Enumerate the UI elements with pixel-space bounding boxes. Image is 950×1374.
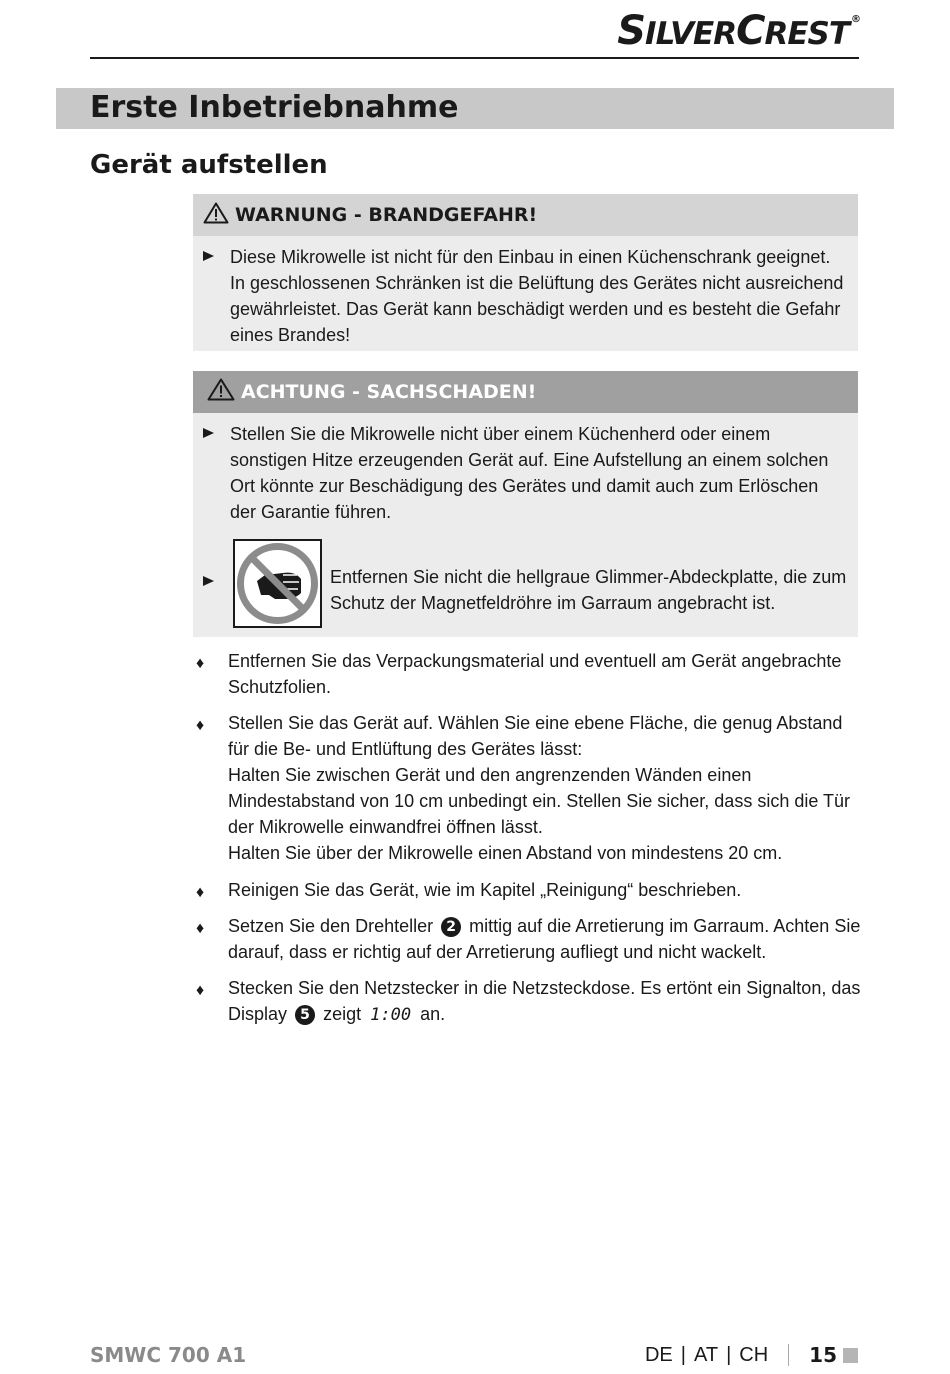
model-name: SMWC 700 A1	[90, 1343, 247, 1367]
list-item	[194, 710, 864, 866]
brand-letter: C	[736, 8, 765, 54]
diamond-bullet-icon: ♦	[196, 717, 205, 734]
footer-divider	[788, 1344, 789, 1366]
sub-title: Gerät aufstellen	[90, 150, 328, 180]
caution-box	[193, 371, 858, 637]
no-touch-hand-icon	[233, 539, 322, 628]
country-code: DE	[644, 1343, 673, 1366]
list-item	[194, 877, 864, 903]
diamond-bullet-icon: ♦	[196, 884, 205, 901]
warning-heading	[193, 194, 858, 236]
header-rule	[90, 57, 859, 59]
list-item-line: Stellen Sie das Gerät auf. Wählen Sie eine ebene Fläche, die genug Abstand für die Be- und Entlüftung des Gerätes lässt:	[228, 713, 843, 759]
text-segment: Stecken Sie den Netzstecker in die Netzsteckdose. Es ertönt ein Signalton, das Display	[228, 978, 861, 1024]
list-item	[194, 975, 864, 1028]
separator: |	[680, 1343, 686, 1366]
list-item-text: Entfernen Sie das Verpackungsmaterial und eventuell am Gerät angebrachte Schutzfolien.	[228, 651, 842, 697]
list-item-line: Halten Sie zwischen Gerät und den angrenzenden Wänden einen Mindestabstand von 10 cm unbedingt ein. Stellen Sie sicher, dass sich die Tür der Mikrowelle einwandfrei öffnen lässt.	[228, 765, 851, 837]
list-item	[194, 913, 864, 965]
warning-triangle-icon	[203, 202, 229, 229]
text-segment: Setzen Sie den Drehteller	[228, 916, 434, 936]
warning-item	[203, 244, 848, 348]
list-item-text	[228, 975, 864, 1028]
diamond-bullet-icon: ♦	[196, 920, 205, 937]
diamond-bullet-icon: ♦	[196, 655, 205, 672]
caution-item-2-arrow	[203, 569, 223, 583]
brand-letter: S	[617, 8, 646, 54]
brand-logo	[617, 8, 858, 54]
arrow-bullet-icon	[203, 576, 214, 586]
warning-heading-text: WARNUNG - BRANDGEFAHR!	[235, 204, 538, 226]
warning-box	[193, 194, 858, 351]
caution-heading	[193, 371, 858, 413]
caution-item	[203, 421, 848, 525]
arrow-bullet-icon	[203, 251, 214, 261]
country-code: AT	[693, 1343, 719, 1366]
caution-heading-text: ACHTUNG - SACHSCHADEN!	[241, 381, 537, 403]
list-item-text	[228, 710, 864, 866]
brand-text: ILVER	[645, 16, 737, 52]
brand-registered-mark: ®	[851, 14, 860, 25]
brand-text: REST	[764, 16, 849, 52]
list-item-text	[228, 913, 864, 965]
text-segment: zeigt	[323, 1004, 362, 1024]
country-code: CH	[739, 1343, 769, 1366]
footer-right	[645, 1343, 858, 1367]
list-item	[194, 648, 864, 700]
list-item-text: Reinigen Sie das Gerät, wie im Kapitel „Reinigung“ beschrieben.	[228, 880, 742, 900]
display-readout: 1:00	[370, 1005, 412, 1025]
warning-text: Diese Mikrowelle ist nicht für den Einbau in einen Küchenschrank geeignet. In geschlossenen Schränken ist die Belüftung des Gerätes nicht ausreichend gewährleistet. Das Gerät kann beschädigt werden und es besteht die Gefahr eines Brandes!	[230, 247, 844, 345]
text-segment: mittig auf die Arretierung im Garraum. Achten Sie darauf, dass er richtig auf der Arretierung aufliegt und nicht wackelt.	[228, 916, 861, 962]
warning-triangle-icon	[207, 378, 235, 406]
section-title: Erste Inbetriebnahme	[90, 90, 459, 125]
page-number: 15	[809, 1343, 837, 1367]
diamond-bullet-icon: ♦	[196, 982, 205, 999]
list-item-line: Halten Sie über der Mikrowelle einen Abstand von mindestens 20 cm.	[228, 843, 783, 863]
caution-text: Stellen Sie die Mikrowelle nicht über einem Küchenherd oder einem sonstigen Hitze erzeugenden Gerät auf. Eine Aufstellung an einem solchen Ort könnte zur Beschädigung des Gerätes und damit auch zum Erlöschen der Garantie führen.	[230, 424, 829, 522]
page-marker-square	[843, 1348, 858, 1363]
caution-text-2: Entfernen Sie nicht die hellgraue Glimmer-Abdeckplatte, die zum Schutz der Magnetfeldröhre im Garraum angebracht ist.	[330, 567, 847, 613]
text-segment: an.	[420, 1004, 446, 1024]
separator: |	[726, 1343, 732, 1366]
part-number-badge: 2	[441, 917, 461, 937]
arrow-bullet-icon	[203, 428, 214, 438]
part-number-badge: 5	[295, 1005, 315, 1025]
